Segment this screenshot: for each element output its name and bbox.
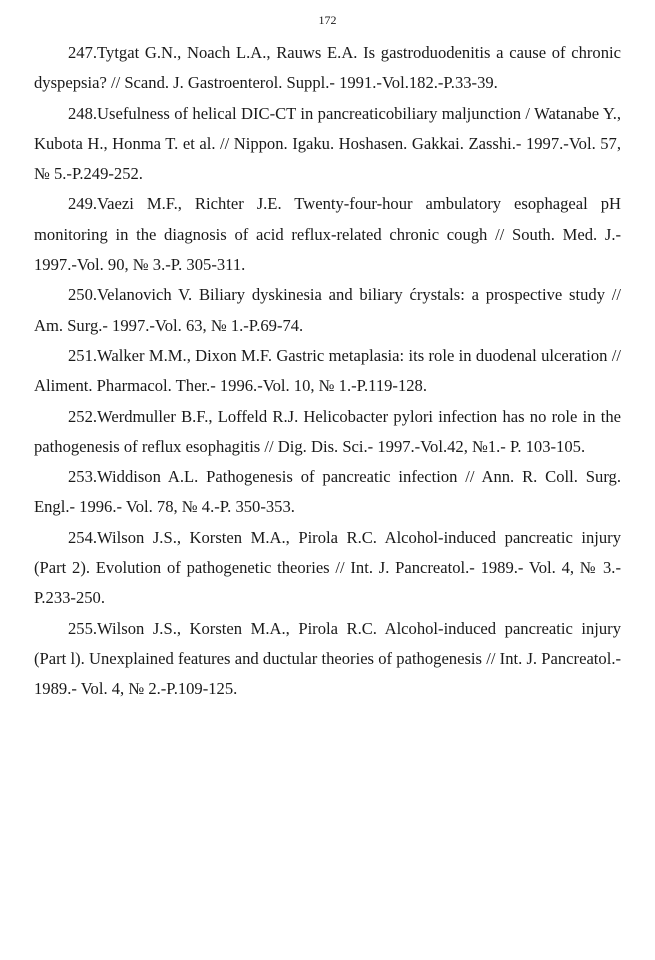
reference-item: 252.Werdmuller B.F., Loffeld R.J. Helicobacter pylori infection has no role in the pathogenesis of reflux esophagitis // Dig. Dis. Sci.- 1997.-Vol.42, №1.- P. 103-105. [34, 406, 621, 456]
reference-item: 248.Usefulness of helical DIC-CT in pancreaticobiliary maljunction / Watanabe Y., Kubota H., Honma T. et al. // Nippon. Igaku. Hoshasen. Gakkai. Zasshi.- 1997.-Vol. 57, № 5.-P.249-252. [34, 103, 621, 184]
reference-item: 247.Tytgat G.N., Noach L.A., Rauws E.A. Is gastroduodenitis a cause of chronic dyspepsia? // Scand. J. Gastroenterol. Suppl.- 1991.-Vol.182.-P.33-39. [34, 43, 621, 93]
reference-item: 253.Widdison A.L. Pathogenesis of pancreatic infection // Ann. R. Coll. Surg. Engl.- 1996.- Vol. 78, № 4.-P. 350-353. [34, 467, 621, 517]
reference-item: 249.Vaezi M.F., Richter J.E. Twenty-four-hour ambulatory esophageal pH monitoring in the diagnosis of acid reflux-related chronic cough // South. Med. J.- 1997.-Vol. 90, № 3.-P. 305-311. [34, 194, 621, 275]
reference-item: 251.Walker M.M., Dixon M.F. Gastric metaplasia: its role in duodenal ulceration // Aliment. Pharmacol. Ther.- 1996.-Vol. 10, № 1.-P.119-128. [34, 345, 621, 396]
reference-item: 254.Wilson J.S., Korsten M.A., Pirola R.C. Alcohol-induced pancreatic injury (Part 2). Evolution of pathogenetic theories // Int. J. Pancreatol.- 1989.- Vol. 4, № 3.-P.233-250. [34, 527, 621, 608]
reference-list [34, 38, 621, 705]
page-number: 172 [318, 13, 337, 27]
reference-item: 255.Wilson J.S., Korsten M.A., Pirola R.C. Alcohol-induced pancreatic injury (Part l). Unexplained features and ductular theories of pathogenesis // Int. J. Pancreatol.- 1989.- Vol. 4, № 2.-P.109-125. [34, 618, 621, 699]
reference-item: 250.Velanovich V. Biliary dyskinesia and biliary ćrystals: a prospective study // Am. Surg.- 1997.-Vol. 63, № 1.-P.69-74. [34, 285, 621, 335]
